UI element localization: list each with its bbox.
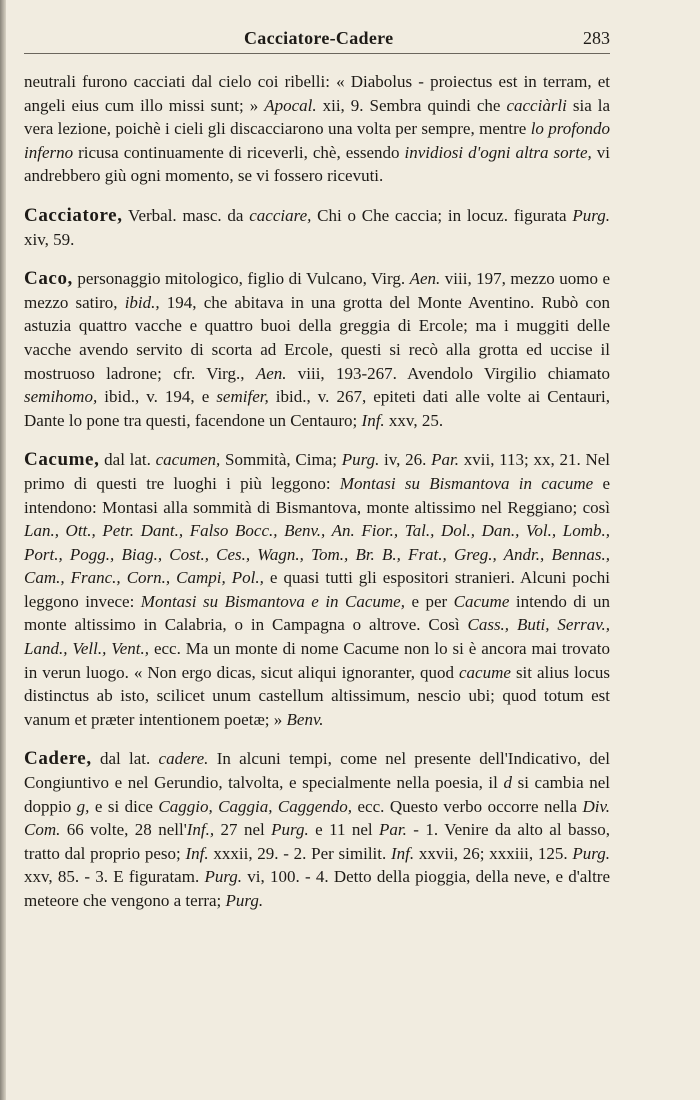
body-text: ecc. Ma un monte di nome Cacume non lo si è ancora mai trovato in verun luogo. « Non ergo dicas, sicut aliqui ignoranter, quod xyxy=(24,639,610,682)
body-text: 27 nel xyxy=(214,820,272,840)
page-number: 283 xyxy=(583,28,610,48)
body-text: In alcuni tempi, come nel presente dell'Indicativo, del Congiuntivo e nel Gerundio, talvolta, e specialmente nella poesia, il xyxy=(24,749,610,793)
entry-cacciatore xyxy=(24,204,610,251)
italic-text: ibid., xyxy=(124,292,160,312)
body-text: personaggio mitologico, figlio di Vulcano, Virg. xyxy=(72,269,410,289)
italic-text: Par. xyxy=(431,450,460,470)
italic-text: cacume xyxy=(459,662,511,682)
italic-text: semihomo, xyxy=(24,387,98,407)
italic-text: Montasi su Bismantova in cacume xyxy=(339,473,594,493)
body-text: e 11 nel xyxy=(308,820,380,840)
headword: Cacume, xyxy=(24,449,100,471)
body-text: 66 volte, 28 nell' xyxy=(60,820,187,840)
body-text: xxvii, 26; xxxiii, 125. xyxy=(414,843,573,863)
italic-text: Purg. xyxy=(341,450,380,470)
body-text: ibid., v. 194, e xyxy=(97,387,217,407)
body-text: Chi o Che caccia; in locuz. figurata xyxy=(311,205,573,225)
italic-text: semifer, xyxy=(216,387,269,407)
italic-text: invidiosi d'ogni altra sorte, xyxy=(404,142,592,162)
italic-text: Purg. xyxy=(271,820,309,840)
body-text: xii, 9. Sembra quindi che xyxy=(316,95,507,115)
body-text: sit alius locus distinctus ab isto, scilicet unum castellum altissimum, nescio ubi; quod totum est vanum et præter intentionem poetæ; » xyxy=(24,662,610,729)
body-text: dal lat. xyxy=(99,450,156,470)
body-text: viii, 193-267. Avendolo Virgilio chiamato xyxy=(286,363,610,383)
body-text: vi andrebbero giù ogni momento, se vi fossero ricevuti. xyxy=(24,142,610,186)
body-text: iv, 26. xyxy=(379,450,432,470)
body-text: e per xyxy=(404,591,454,611)
italic-text: Apocal. xyxy=(264,95,317,115)
italic-text: Inf. xyxy=(361,410,385,430)
body-text: vi, 100. - 4. Detto della pioggia, della neve, e d'altre meteore che vengono a terra; xyxy=(24,867,610,910)
headword: Cacciatore, xyxy=(24,204,123,226)
italic-text: Benv. xyxy=(286,709,324,729)
italic-text: Cacume xyxy=(453,591,510,611)
body-text: - 1. Venire da alto al basso, tratto dal proprio peso; xyxy=(24,820,610,863)
italic-text: cacumen, xyxy=(155,450,221,470)
book-spine-shadow xyxy=(0,0,6,1100)
italic-text: cacciare, xyxy=(249,205,312,225)
body-text: ricusa continuamente di riceverli, chè, essendo xyxy=(73,142,405,162)
italic-text: Caggio, Caggia, Caggendo, xyxy=(158,796,353,816)
italic-text: d xyxy=(503,773,512,793)
body-text: viii, 197, mezzo uomo e mezzo satiro, xyxy=(24,269,610,312)
entry-cacume xyxy=(24,448,610,731)
italic-text: lo profondo inferno xyxy=(24,119,611,162)
italic-text: Purg. xyxy=(225,891,264,910)
body-text: e quasi tutti gli espositori stranieri. Alcuni pochi leggono invece: xyxy=(24,568,610,611)
body-text: xxv, 85. - 3. E figuratam. xyxy=(24,867,205,887)
body-text: ecc. Questo verbo occorre nella xyxy=(352,796,583,816)
headword: Cadere, xyxy=(24,748,92,770)
italic-text: Purg. xyxy=(572,843,610,863)
body-text: si cambia nel doppio xyxy=(24,773,610,816)
body-text: ibid., v. 267, epiteti dati alle volte ai Centauri, Dante lo pone tra questi, facendone un Centauro; xyxy=(24,387,611,430)
italic-text: cadere. xyxy=(158,749,209,769)
italic-text: cacciàrli xyxy=(506,95,567,115)
body-text: Sommità, Cima; xyxy=(220,450,342,470)
italic-text: Montasi su Bismantova e in Cacume, xyxy=(140,591,405,611)
body-text: 194, che abitava in una grotta del Monte Aventino. Rubò con astuzia quattro vacche e quattro buoi della greggia di Ercole; ma i muggiti delle vacche avendo servito di scorta ad Ercole, questi si recò alla grotta ed uccise il mostruoso ladrone; cfr. Virg., xyxy=(24,292,610,383)
body-text: Verbal. masc. da xyxy=(122,205,250,225)
italic-text: Aen. xyxy=(255,363,287,383)
italic-text: Lan., Ott., Petr. Dant., Falso Bocc., Benv., An. Fior., Tal., Dol., Dan., Vol., Lomb., Port., Pogg., Biag., Cost., Ces., Wagn., Tom., Br. B., Frat., Greg., Andr., Bennas., Cam., Franc., Corn., Campi, Pol., xyxy=(24,521,610,588)
entry-caco xyxy=(24,267,610,432)
italic-text: Inf. xyxy=(390,843,415,863)
header-rule xyxy=(24,53,610,54)
body-text: e intendono: Montasi alla sommità di Bismantova, monte altissimo nel Reggiano; così xyxy=(24,473,610,517)
italic-text: Inf. xyxy=(185,843,209,863)
italic-text: Aen. xyxy=(409,269,441,289)
entry-cadere xyxy=(24,747,610,912)
continuation-paragraph xyxy=(24,70,610,188)
italic-text: Purg. xyxy=(204,867,243,887)
page-body xyxy=(24,70,610,913)
italic-text: Par. xyxy=(379,820,407,840)
italic-text: Inf., xyxy=(186,820,215,840)
body-text: xxv, 25. xyxy=(384,410,444,430)
italic-text: Purg. xyxy=(572,205,610,225)
dictionary-page xyxy=(24,0,684,1100)
italic-text: g, xyxy=(76,796,90,816)
body-text: intendo di un monte altissimo in Calabria, o in Campagna o altrove. Così xyxy=(24,591,610,635)
body-text: e si dice xyxy=(89,796,159,816)
body-text: sia la vera lezione, poichè i cieli gli discacciarono una volta per sempre, mentre xyxy=(24,95,610,139)
body-text: xvii, 113; xx, 21. Nel primo di questi tre luoghi i più leggono: xyxy=(24,450,610,493)
body-text: xxxii, 29. - 2. Per similit. xyxy=(208,843,391,863)
body-text: neutrali furono cacciati dal cielo coi ribelli: « Diabolus - proiectus est in terram, et angeli eius cum illo missi sunt; » xyxy=(24,72,610,115)
body-text: xiv, 59. xyxy=(24,229,75,249)
italic-text: Cass., Buti, Serrav., Land., Vell., Vent., xyxy=(24,615,610,659)
body-text: dal lat. xyxy=(91,749,159,769)
headword: Caco, xyxy=(24,268,73,290)
page-header xyxy=(24,28,610,54)
italic-text: Div. Com. xyxy=(24,796,610,840)
running-title: Cacciatore-Cadere xyxy=(244,28,394,48)
